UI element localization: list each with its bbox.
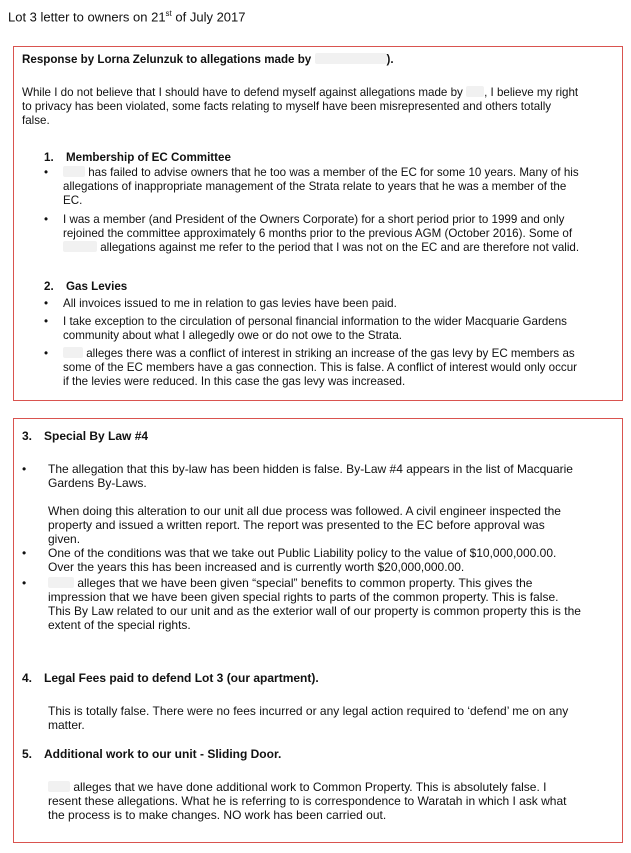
redaction — [315, 53, 387, 64]
section-3-heading: 3. Special By Law #4 — [22, 429, 149, 443]
redaction — [48, 781, 70, 792]
response-heading: Response by Lorna Zelunzuk to allegations made by ). — [22, 53, 394, 66]
list-item: • alleges that we have been given “special” benefits to common property. This gives the impression that we have been given special rights to parts of the common property. This is false. This By Law related to our unit and as the exterior wall of our property is common property this is the extent of the special rights. — [22, 576, 581, 632]
list-item: • I take exception to the circulation of personal financial information to the wider Macquarie Gardens community about what I allegedly owe or do not owe to the Strata. — [44, 315, 567, 342]
list-item: • The allegation that this by-law has been hidden is false. By-Law #4 appears in the list of Macquarie Gardens By-Laws. — [22, 462, 573, 490]
list-item: • All invoices issued to me in relation to gas levies have been paid. — [44, 297, 397, 310]
section-4-body: This is totally false. There were no fees incurred or any legal action required to ‘defend’ me on any matter. — [48, 704, 569, 732]
section-1-bullets — [44, 166, 619, 255]
paragraph: When doing this alteration to our unit all due process was followed. A civil engineer inspected the property and issued a written report. The report was presented to the EC before approval was given. — [48, 504, 561, 546]
page-title: Lot 3 letter to owners on 21st of July 2017 — [8, 9, 246, 25]
section-1-heading: 1. Membership of EC Committee — [44, 151, 231, 164]
section-2-bullets — [44, 297, 619, 389]
redaction — [466, 86, 484, 97]
list-item: • has failed to advise owners that he too was a member of the EC for some 10 years. Many of his allegations of inappropriate management of the Strata relate to years that he was a member of the EC. — [44, 166, 579, 207]
section-5-body: alleges that we have done additional work to Common Property. This is absolutely false. I resent these allegations. What he is referring to is correspondence to Waratah in which I ask what the process is to make changes. NO work has been carried out. — [48, 780, 567, 822]
list-item: • alleges there was a conflict of interest in striking an increase of the gas levy by EC members as some of the EC members have a gas connection. This is false. A conflict of interest would only occur if the levies were reduced. In this case the gas levy was increased. — [44, 347, 578, 388]
redaction — [48, 577, 74, 588]
section-4-heading: 4. Legal Fees paid to defend Lot 3 (our apartment). — [22, 671, 319, 685]
redaction — [63, 347, 83, 358]
redaction — [63, 241, 97, 252]
section-5-heading: 5. Additional work to our unit - Sliding Door. — [22, 747, 282, 761]
section-2-heading: 2. Gas Levies — [44, 280, 128, 293]
list-item: • I was a member (and President of the Owners Corporate) for a short period prior to 1999 and only rejoined the committee approximately 6 months prior to the previous AGM (October 2016). Some of allegations against me refer to the period that I was not on the EC and are therefore not valid. — [44, 213, 580, 254]
list-item: • One of the conditions was that we take out Public Liability policy to the value of $10,000,000.00. Over the years this has been increased and is currently worth $20,000,000.00. — [22, 546, 557, 574]
intro-paragraph: While I do not believe that I should have to defend myself against allegations made by , I believe my right to privacy has been violated, some facts relating to myself have been misrepresented and others totally false. — [22, 86, 579, 127]
section-3-body — [22, 462, 620, 632]
redaction — [63, 166, 85, 177]
